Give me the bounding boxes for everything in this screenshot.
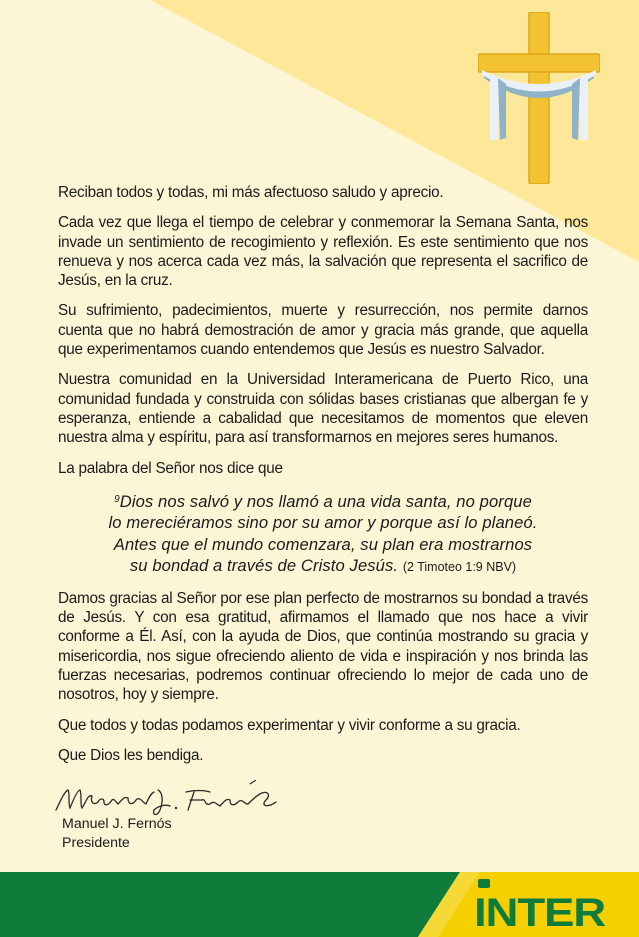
paragraph-3: Nuestra comunidad en la Universidad Interamericana de Puerto Rico, una comunidad fundada y construida con sólidas bases cristianas que albergan fe y esperanza, entiende a cabalidad que necesitamos de momentos que eleven nuestra alma y espíritu, para así transformarnos en mejores seres humanos. [58,371,588,447]
signer-name: Manuel J. Fernós [62,816,172,832]
cross-with-cloth-icon [478,12,600,184]
quote-intro: La palabra del Señor nos dice que [58,459,283,477]
quote-reference: (2 Timoteo 1:9 NBV) [402,560,517,575]
verse-number: 9 [114,493,120,505]
quote-line-3: Antes que el mundo comenzara, su plan era mostrarnos [113,534,533,554]
inter-logo: INTER [474,891,606,935]
paragraph-2: Su sufrimiento, padecimientos, muerte y resurrección, nos permite darnos cuenta que no habrá demostración de amor y gracia más grande, que aquella que experimentamos cuando entendemos que Jesús es nuestro Salvador. [58,302,588,359]
letter-body [58,183,588,776]
greeting: Reciban todos y todas, mi más afectuoso saludo y aprecio. [58,184,444,201]
quote-line-4: su bondad a través de Cristo Jesús. (2 Timoteo 1:9 NBV) [129,556,517,576]
paragraph-1: Cada vez que llega el tiempo de celebrar y conmemorar la Semana Santa, nos invade un sentimiento de recogimiento y reflexión. Es este sentimiento que nos renueva y nos acerca cada vez más, la salvación que representa el sacrifico de Jesús, en la cruz. [58,214,588,290]
quote-line-2: lo mereciéramos sino por su amor y porque así lo planeó. [108,513,538,533]
closing: Que Dios les bendiga. [58,746,204,764]
signer-block [62,815,172,852]
handwritten-signature [54,780,279,820]
bible-quote [58,489,588,579]
paragraph-5: Que todos y todas podamos experimentar y vivir conforme a su gracia. [58,716,521,734]
quote-line-1: $^9$Dios nos salvó y nos llamó a una vida santa, no porque [114,491,532,511]
signer-title: Presidente [62,834,130,851]
paragraph-4: Damos gracias al Señor por ese plan perfecto de mostrarnos su bondad a través de Jesús. Y con esa gratitud, afirmamos el llamado que nos hace a vivir conforme a Él. Así, con la ayuda de Dios, que continúa mostrando su gracia y misericordia, nos sigue ofreciendo aliento de vida e inspiración y nos brinda las fuerzas necesarias, podremos continuar ofreciendo lo mejor de cada uno de nosotros, hoy y siempre. [58,589,588,704]
logo-dot [478,879,490,888]
footer-green-band [0,872,460,937]
